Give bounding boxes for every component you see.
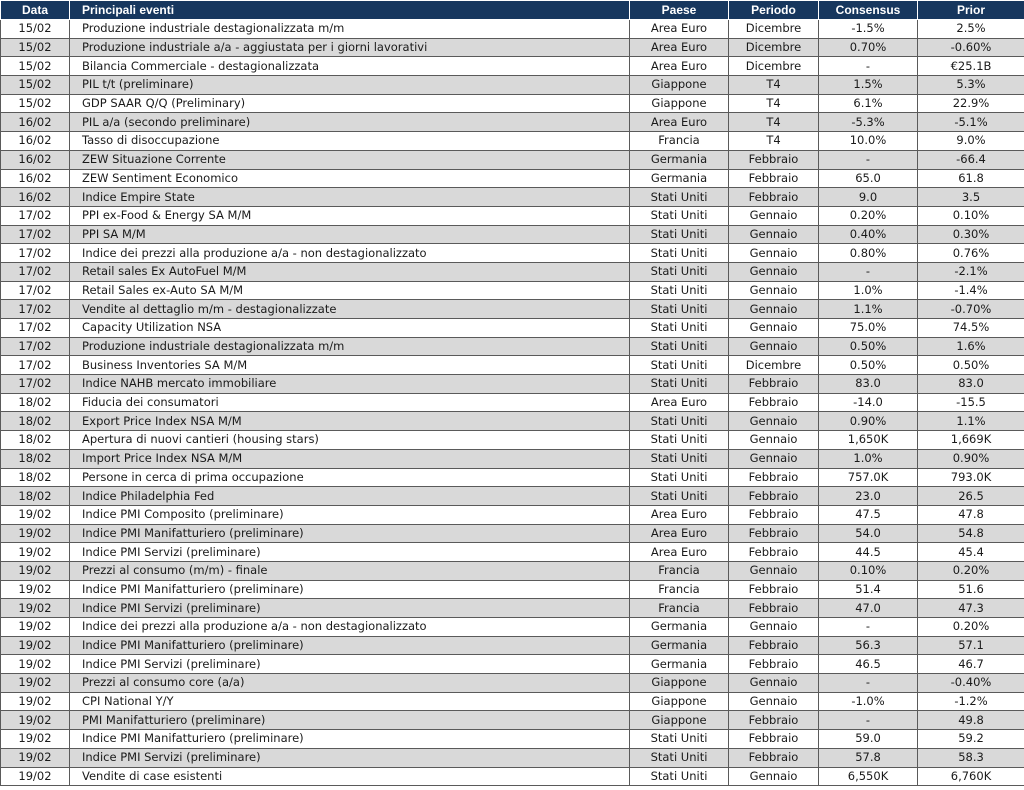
cell-prior: 0.10%: [918, 206, 1024, 225]
table-row: [1, 412, 1024, 431]
table-row: [1, 150, 1024, 169]
cell-event: Indice dei prezzi alla produzione a/a - non destagionalizzato: [70, 618, 630, 637]
table-row: [1, 711, 1024, 730]
cell-period: T4: [729, 132, 819, 151]
table-row: [1, 337, 1024, 356]
table-row: [1, 244, 1024, 263]
cell-period: Febbraio: [729, 188, 819, 207]
cell-prior: -5.1%: [918, 113, 1024, 132]
cell-prior: 2.5%: [918, 20, 1024, 39]
cell-country: Francia: [630, 132, 729, 151]
table-row: [1, 655, 1024, 674]
cell-prior: -66.4: [918, 150, 1024, 169]
cell-period: Febbraio: [729, 468, 819, 487]
cell-date: 17/02: [1, 262, 70, 281]
cell-date: 19/02: [1, 599, 70, 618]
table-row: [1, 188, 1024, 207]
cell-date: 17/02: [1, 300, 70, 319]
cell-country: Stati Uniti: [630, 281, 729, 300]
column-header-event: Principali eventi: [70, 1, 630, 20]
cell-event: Indice PMI Composito (preliminare): [70, 505, 630, 524]
cell-country: Stati Uniti: [630, 730, 729, 749]
cell-period: T4: [729, 94, 819, 113]
cell-event: Persone in cerca di prima occupazione: [70, 468, 630, 487]
cell-consensus: -1.5%: [819, 20, 918, 39]
table-row: [1, 505, 1024, 524]
cell-event: Retail sales Ex AutoFuel M/M: [70, 262, 630, 281]
cell-country: Stati Uniti: [630, 262, 729, 281]
cell-date: 19/02: [1, 505, 70, 524]
table-row: [1, 300, 1024, 319]
cell-country: Stati Uniti: [630, 356, 729, 375]
cell-period: Febbraio: [729, 636, 819, 655]
cell-period: Gennaio: [729, 225, 819, 244]
cell-date: 19/02: [1, 524, 70, 543]
cell-event: Indice PMI Servizi (preliminare): [70, 599, 630, 618]
cell-period: Gennaio: [729, 337, 819, 356]
cell-consensus: 51.4: [819, 580, 918, 599]
cell-consensus: 1.1%: [819, 300, 918, 319]
cell-date: 15/02: [1, 38, 70, 57]
cell-event: Indice Empire State: [70, 188, 630, 207]
cell-consensus: 757.0K: [819, 468, 918, 487]
cell-consensus: -14.0: [819, 393, 918, 412]
cell-consensus: 6.1%: [819, 94, 918, 113]
cell-prior: 45.4: [918, 543, 1024, 562]
cell-prior: 0.90%: [918, 449, 1024, 468]
cell-consensus: 1.5%: [819, 76, 918, 95]
cell-country: Area Euro: [630, 113, 729, 132]
cell-consensus: 47.0: [819, 599, 918, 618]
cell-consensus: 1.0%: [819, 449, 918, 468]
cell-consensus: 0.20%: [819, 206, 918, 225]
cell-prior: 1.1%: [918, 412, 1024, 431]
cell-event: Retail Sales ex-Auto SA M/M: [70, 281, 630, 300]
cell-period: Gennaio: [729, 767, 819, 786]
cell-country: Area Euro: [630, 393, 729, 412]
cell-period: Febbraio: [729, 599, 819, 618]
cell-event: Indice PMI Manifatturiero (preliminare): [70, 580, 630, 599]
cell-consensus: 47.5: [819, 505, 918, 524]
cell-event: PIL a/a (secondo preliminare): [70, 113, 630, 132]
cell-period: Febbraio: [729, 730, 819, 749]
cell-event: ZEW Sentiment Economico: [70, 169, 630, 188]
cell-prior: -15.5: [918, 393, 1024, 412]
cell-prior: 57.1: [918, 636, 1024, 655]
column-header-date: Data: [1, 1, 70, 20]
table-row: [1, 132, 1024, 151]
table-row: [1, 767, 1024, 786]
cell-period: T4: [729, 76, 819, 95]
table-row: [1, 356, 1024, 375]
cell-country: Giappone: [630, 711, 729, 730]
cell-date: 19/02: [1, 561, 70, 580]
cell-prior: 3.5: [918, 188, 1024, 207]
cell-prior: 26.5: [918, 487, 1024, 506]
cell-event: Indice PMI Servizi (preliminare): [70, 748, 630, 767]
table-row: [1, 113, 1024, 132]
cell-date: 17/02: [1, 337, 70, 356]
cell-period: Febbraio: [729, 393, 819, 412]
cell-consensus: -: [819, 674, 918, 693]
cell-prior: -0.70%: [918, 300, 1024, 319]
cell-consensus: 46.5: [819, 655, 918, 674]
column-header-consensus: Consensus: [819, 1, 918, 20]
cell-event: Indice dei prezzi alla produzione a/a - non destagionalizzato: [70, 244, 630, 263]
cell-prior: 793.0K: [918, 468, 1024, 487]
table-row: [1, 524, 1024, 543]
column-header-country: Paese: [630, 1, 729, 20]
cell-country: Giappone: [630, 76, 729, 95]
cell-period: Febbraio: [729, 150, 819, 169]
table-row: [1, 561, 1024, 580]
cell-period: Febbraio: [729, 543, 819, 562]
cell-date: 16/02: [1, 188, 70, 207]
cell-event: Produzione industriale destagionalizzata m/m: [70, 20, 630, 39]
table-body: [1, 20, 1024, 786]
cell-prior: 59.2: [918, 730, 1024, 749]
cell-country: Francia: [630, 599, 729, 618]
cell-period: Febbraio: [729, 169, 819, 188]
cell-prior: 74.5%: [918, 319, 1024, 338]
cell-event: GDP SAAR Q/Q (Preliminary): [70, 94, 630, 113]
cell-prior: 5.3%: [918, 76, 1024, 95]
cell-prior: 0.20%: [918, 561, 1024, 580]
cell-country: Germania: [630, 150, 729, 169]
cell-date: 19/02: [1, 730, 70, 749]
cell-country: Giappone: [630, 692, 729, 711]
cell-date: 19/02: [1, 767, 70, 786]
cell-event: Fiducia dei consumatori: [70, 393, 630, 412]
cell-date: 17/02: [1, 206, 70, 225]
cell-date: 19/02: [1, 543, 70, 562]
cell-period: Gennaio: [729, 618, 819, 637]
table-row: [1, 206, 1024, 225]
cell-event: Vendite di case esistenti: [70, 767, 630, 786]
cell-consensus: 1.0%: [819, 281, 918, 300]
cell-period: Febbraio: [729, 580, 819, 599]
cell-country: Giappone: [630, 674, 729, 693]
cell-event: PPI ex-Food & Energy SA M/M: [70, 206, 630, 225]
table-row: [1, 393, 1024, 412]
cell-country: Stati Uniti: [630, 468, 729, 487]
cell-event: Vendite al dettaglio m/m - destagionalizzate: [70, 300, 630, 319]
cell-prior: 47.3: [918, 599, 1024, 618]
cell-prior: 0.20%: [918, 618, 1024, 637]
cell-prior: 1.6%: [918, 337, 1024, 356]
cell-consensus: 23.0: [819, 487, 918, 506]
cell-period: Dicembre: [729, 356, 819, 375]
cell-country: Stati Uniti: [630, 487, 729, 506]
table-row: [1, 618, 1024, 637]
cell-event: ZEW Situazione Corrente: [70, 150, 630, 169]
cell-country: Stati Uniti: [630, 767, 729, 786]
column-header-period: Periodo: [729, 1, 819, 20]
table-row: [1, 20, 1024, 39]
table-row: [1, 94, 1024, 113]
cell-country: Area Euro: [630, 38, 729, 57]
cell-period: Gennaio: [729, 431, 819, 450]
cell-consensus: 0.50%: [819, 337, 918, 356]
cell-country: Stati Uniti: [630, 206, 729, 225]
cell-date: 18/02: [1, 393, 70, 412]
cell-consensus: -: [819, 618, 918, 637]
cell-consensus: 0.90%: [819, 412, 918, 431]
cell-period: Gennaio: [729, 300, 819, 319]
cell-period: Febbraio: [729, 505, 819, 524]
cell-event: PMI Manifatturiero (preliminare): [70, 711, 630, 730]
cell-consensus: 54.0: [819, 524, 918, 543]
cell-event: Bilancia Commerciale - destagionalizzata: [70, 57, 630, 76]
cell-country: Stati Uniti: [630, 412, 729, 431]
table-row: [1, 748, 1024, 767]
cell-consensus: -: [819, 262, 918, 281]
cell-event: Indice PMI Servizi (preliminare): [70, 655, 630, 674]
cell-country: Stati Uniti: [630, 449, 729, 468]
cell-country: Stati Uniti: [630, 300, 729, 319]
cell-consensus: 0.70%: [819, 38, 918, 57]
cell-period: Gennaio: [729, 692, 819, 711]
cell-date: 19/02: [1, 711, 70, 730]
cell-date: 19/02: [1, 692, 70, 711]
cell-country: Germania: [630, 655, 729, 674]
cell-period: Gennaio: [729, 319, 819, 338]
cell-country: Francia: [630, 580, 729, 599]
cell-date: 17/02: [1, 375, 70, 394]
table-row: [1, 375, 1024, 394]
cell-prior: €25.1B: [918, 57, 1024, 76]
cell-country: Stati Uniti: [630, 319, 729, 338]
cell-consensus: 57.8: [819, 748, 918, 767]
cell-period: Febbraio: [729, 748, 819, 767]
cell-date: 17/02: [1, 319, 70, 338]
cell-country: Area Euro: [630, 505, 729, 524]
cell-date: 15/02: [1, 94, 70, 113]
cell-prior: 0.50%: [918, 356, 1024, 375]
cell-country: Giappone: [630, 94, 729, 113]
table-row: [1, 262, 1024, 281]
cell-consensus: 1,650K: [819, 431, 918, 450]
table-row: [1, 76, 1024, 95]
table-row: [1, 281, 1024, 300]
cell-period: Gennaio: [729, 244, 819, 263]
cell-date: 17/02: [1, 356, 70, 375]
cell-country: Area Euro: [630, 57, 729, 76]
cell-consensus: 44.5: [819, 543, 918, 562]
cell-prior: -2.1%: [918, 262, 1024, 281]
cell-prior: 0.30%: [918, 225, 1024, 244]
cell-prior: 22.9%: [918, 94, 1024, 113]
cell-date: 17/02: [1, 244, 70, 263]
cell-consensus: -1.0%: [819, 692, 918, 711]
cell-period: Febbraio: [729, 655, 819, 674]
cell-country: Stati Uniti: [630, 337, 729, 356]
cell-prior: -1.4%: [918, 281, 1024, 300]
table-row: [1, 730, 1024, 749]
cell-prior: -0.60%: [918, 38, 1024, 57]
cell-event: Indice NAHB mercato immobiliare: [70, 375, 630, 394]
cell-country: Germania: [630, 618, 729, 637]
cell-period: Febbraio: [729, 711, 819, 730]
table-row: [1, 692, 1024, 711]
cell-prior: 61.8: [918, 169, 1024, 188]
cell-consensus: -: [819, 150, 918, 169]
cell-period: Gennaio: [729, 561, 819, 580]
cell-period: Gennaio: [729, 449, 819, 468]
cell-country: Area Euro: [630, 524, 729, 543]
cell-consensus: 83.0: [819, 375, 918, 394]
cell-consensus: -5.3%: [819, 113, 918, 132]
cell-date: 16/02: [1, 132, 70, 151]
table-row: [1, 487, 1024, 506]
cell-period: Gennaio: [729, 281, 819, 300]
cell-date: 18/02: [1, 449, 70, 468]
cell-event: PIL t/t (preliminare): [70, 76, 630, 95]
cell-date: 18/02: [1, 412, 70, 431]
cell-event: Export Price Index NSA M/M: [70, 412, 630, 431]
table-row: [1, 599, 1024, 618]
cell-country: Germania: [630, 169, 729, 188]
cell-prior: 46.7: [918, 655, 1024, 674]
cell-date: 16/02: [1, 113, 70, 132]
cell-prior: 58.3: [918, 748, 1024, 767]
table-row: [1, 57, 1024, 76]
cell-period: Febbraio: [729, 487, 819, 506]
cell-period: Dicembre: [729, 57, 819, 76]
table-row: [1, 225, 1024, 244]
table-row: [1, 674, 1024, 693]
cell-date: 15/02: [1, 76, 70, 95]
cell-event: CPI National Y/Y: [70, 692, 630, 711]
cell-date: 15/02: [1, 57, 70, 76]
cell-prior: -0.40%: [918, 674, 1024, 693]
cell-event: Prezzi al consumo core (a/a): [70, 674, 630, 693]
cell-consensus: 9.0: [819, 188, 918, 207]
cell-date: 19/02: [1, 618, 70, 637]
cell-date: 19/02: [1, 748, 70, 767]
cell-consensus: 0.40%: [819, 225, 918, 244]
cell-event: Capacity Utilization NSA: [70, 319, 630, 338]
column-header-prior: Prior: [918, 1, 1024, 20]
cell-period: T4: [729, 113, 819, 132]
cell-country: Area Euro: [630, 543, 729, 562]
table-row: [1, 468, 1024, 487]
cell-event: Import Price Index NSA M/M: [70, 449, 630, 468]
cell-prior: 9.0%: [918, 132, 1024, 151]
cell-date: 16/02: [1, 150, 70, 169]
cell-period: Febbraio: [729, 524, 819, 543]
table-row: [1, 543, 1024, 562]
cell-country: Stati Uniti: [630, 188, 729, 207]
cell-prior: 49.8: [918, 711, 1024, 730]
cell-date: 18/02: [1, 468, 70, 487]
cell-event: Indice Philadelphia Fed: [70, 487, 630, 506]
cell-date: 19/02: [1, 674, 70, 693]
cell-prior: 0.76%: [918, 244, 1024, 263]
cell-date: 17/02: [1, 281, 70, 300]
table-row: [1, 449, 1024, 468]
cell-period: Gennaio: [729, 262, 819, 281]
cell-country: Stati Uniti: [630, 244, 729, 263]
cell-event: Apertura di nuovi cantieri (housing stars): [70, 431, 630, 450]
cell-date: 18/02: [1, 487, 70, 506]
cell-consensus: 6,550K: [819, 767, 918, 786]
cell-event: Indice PMI Manifatturiero (preliminare): [70, 636, 630, 655]
cell-prior: -1.2%: [918, 692, 1024, 711]
cell-period: Dicembre: [729, 38, 819, 57]
cell-event: Business Inventories SA M/M: [70, 356, 630, 375]
table-row: [1, 38, 1024, 57]
cell-event: Indice PMI Manifatturiero (preliminare): [70, 730, 630, 749]
cell-period: Dicembre: [729, 20, 819, 39]
cell-country: Stati Uniti: [630, 431, 729, 450]
cell-date: 19/02: [1, 580, 70, 599]
cell-consensus: -: [819, 711, 918, 730]
cell-period: Febbraio: [729, 375, 819, 394]
cell-prior: 1,669K: [918, 431, 1024, 450]
cell-event: Indice PMI Servizi (preliminare): [70, 543, 630, 562]
cell-date: 15/02: [1, 20, 70, 39]
cell-date: 17/02: [1, 225, 70, 244]
table-header-row: [1, 1, 1024, 20]
cell-country: Francia: [630, 561, 729, 580]
cell-country: Stati Uniti: [630, 748, 729, 767]
table-row: [1, 169, 1024, 188]
cell-consensus: 56.3: [819, 636, 918, 655]
cell-date: 16/02: [1, 169, 70, 188]
cell-event: Indice PMI Manifatturiero (preliminare): [70, 524, 630, 543]
cell-consensus: 0.10%: [819, 561, 918, 580]
cell-prior: 83.0: [918, 375, 1024, 394]
cell-event: Prezzi al consumo (m/m) - finale: [70, 561, 630, 580]
cell-date: 19/02: [1, 636, 70, 655]
cell-consensus: 0.50%: [819, 356, 918, 375]
cell-period: Gennaio: [729, 412, 819, 431]
cell-consensus: 10.0%: [819, 132, 918, 151]
cell-period: Gennaio: [729, 674, 819, 693]
cell-country: Germania: [630, 636, 729, 655]
cell-prior: 6,760K: [918, 767, 1024, 786]
cell-prior: 47.8: [918, 505, 1024, 524]
cell-consensus: -: [819, 57, 918, 76]
table-row: [1, 636, 1024, 655]
cell-consensus: 59.0: [819, 730, 918, 749]
cell-country: Stati Uniti: [630, 375, 729, 394]
cell-prior: 51.6: [918, 580, 1024, 599]
cell-period: Gennaio: [729, 206, 819, 225]
table-row: [1, 431, 1024, 450]
cell-event: Tasso di disoccupazione: [70, 132, 630, 151]
cell-country: Area Euro: [630, 20, 729, 39]
cell-date: 19/02: [1, 655, 70, 674]
cell-consensus: 65.0: [819, 169, 918, 188]
cell-event: Produzione industriale a/a - aggiustata per i giorni lavorativi: [70, 38, 630, 57]
table-row: [1, 319, 1024, 338]
cell-consensus: 0.80%: [819, 244, 918, 263]
cell-event: Produzione industriale destagionalizzata m/m: [70, 337, 630, 356]
cell-prior: 54.8: [918, 524, 1024, 543]
cell-date: 18/02: [1, 431, 70, 450]
cell-consensus: 75.0%: [819, 319, 918, 338]
cell-event: PPI SA M/M: [70, 225, 630, 244]
cell-country: Stati Uniti: [630, 225, 729, 244]
table-row: [1, 580, 1024, 599]
